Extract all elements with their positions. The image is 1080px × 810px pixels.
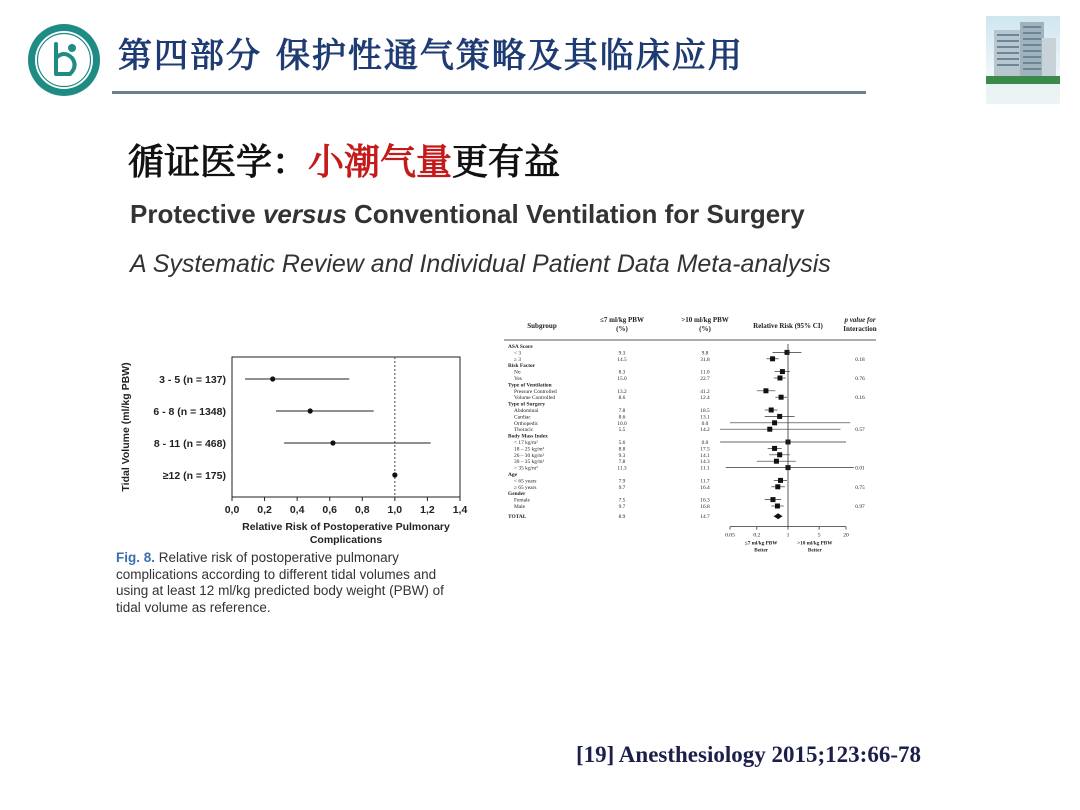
forest-value-high: 12.4 xyxy=(700,395,710,402)
forest-value-low: 9.3 xyxy=(618,350,626,357)
forest-value-high: 14.1 xyxy=(700,452,710,459)
forest-value-high: 41.2 xyxy=(700,388,710,395)
forest-header: (%) xyxy=(616,325,628,333)
paper-title-versus: versus xyxy=(262,199,347,229)
forest-subgroup-label: Cardiac xyxy=(514,414,531,421)
fig8-xtick-label: 1,4 xyxy=(452,504,468,516)
forest-header: ≤7 ml/kg PBW xyxy=(600,316,644,324)
forest-point xyxy=(777,452,782,457)
forest-p-value: 0.57 xyxy=(855,427,865,434)
forest-subgroup-label: Orthopedic xyxy=(514,420,539,427)
figure-caption-text: Relative risk of postoperative pulmonary complications according to different tidal volumes and using at least 12 ml/kg predicted body weight (PBW) of tidal volume as reference. xyxy=(116,550,444,615)
forest-value-low: 5.5 xyxy=(618,427,626,434)
forest-value-high: 11.1 xyxy=(700,465,710,472)
forest-header: Relative Risk (95% CI) xyxy=(753,322,823,330)
forest-xtick-label: 0.2 xyxy=(753,532,761,539)
fig8-row-label: 3 - 5 (n = 137) xyxy=(159,374,226,386)
forest-value-high: 0.0 xyxy=(701,440,709,446)
forest-group-header: ASA Score xyxy=(508,344,533,350)
forest-point xyxy=(774,459,779,464)
forest-subgroup-label: > 35 kg/m² xyxy=(514,465,538,472)
forest-subgroup-label: No xyxy=(514,369,521,376)
forest-point xyxy=(779,395,784,400)
forest-subgroup-label: Thoracic xyxy=(514,427,534,434)
forest-value-high: 16.3 xyxy=(700,497,710,504)
forest-subgroup-label: ≥ 65 years xyxy=(514,484,537,491)
forest-group-header: Type of Surgery xyxy=(508,401,546,408)
forest-group-header: Body Mass Index xyxy=(508,433,548,440)
forest-value-low: 7.5 xyxy=(618,497,626,504)
forest-xtick-label: 20 xyxy=(843,532,849,539)
forest-point xyxy=(777,414,782,419)
forest-point xyxy=(763,388,768,393)
forest-right-favours: >10 ml/kg PBW xyxy=(797,540,833,547)
forest-value-low: 9.7 xyxy=(618,484,626,491)
fig8-xlabel-line2: Complications xyxy=(309,534,383,546)
forest-subgroup-label: 30 – 35 kg/m² xyxy=(514,459,545,466)
forest-value-low: 8.6 xyxy=(618,395,626,402)
evidence-heading-highlight: 小潮气量 xyxy=(308,141,453,183)
forest-header: >10 ml/kg PBW xyxy=(681,316,729,324)
subgroup-forest-plot xyxy=(500,312,880,674)
fig8-row-label: 6 - 8 (n = 1348) xyxy=(153,406,226,418)
forest-subgroup-label: ≥ 3 xyxy=(514,356,522,363)
forest-p-value: 0.76 xyxy=(855,376,865,382)
forest-subgroup-label: 18 – 25 kg/m² xyxy=(514,446,545,453)
forest-subgroup-label: Pressure Controlled xyxy=(514,388,557,395)
fig8-point xyxy=(392,472,397,477)
forest-value-high: 14.2 xyxy=(700,427,710,434)
fig8-xtick-label: 0,0 xyxy=(224,504,240,516)
forest-xtick-label: 5 xyxy=(817,532,821,539)
paper-subtitle: A Systematic Review and Individual Patient Data Meta-analysis xyxy=(130,250,831,278)
evidence-heading-prefix: 循证医学： xyxy=(128,141,309,183)
forest-value-high: 14.7 xyxy=(700,514,710,521)
forest-group-header: Gender xyxy=(508,491,526,498)
forest-left-favours: Better xyxy=(754,547,769,554)
hospital-building-image xyxy=(986,16,1060,104)
header-divider xyxy=(112,91,866,94)
forest-value-high: 11.7 xyxy=(700,478,710,485)
paper-title-part-c: Conventional Ventilation for Surgery xyxy=(346,199,805,229)
fig8-xtick-label: 0,6 xyxy=(322,504,338,516)
fig8-xtick-label: 1,2 xyxy=(420,504,435,516)
forest-value-low: 13.2 xyxy=(617,388,627,395)
forest-value-low: 11.3 xyxy=(617,465,627,472)
forest-point xyxy=(775,504,780,509)
forest-xtick-label: 0.05 xyxy=(725,532,735,539)
forest-value-low: 7.8 xyxy=(618,459,626,466)
forest-value-low: 8.6 xyxy=(618,414,626,421)
forest-total-diamond xyxy=(774,513,783,519)
forest-value-high: 16.8 xyxy=(700,504,710,510)
forest-value-low: 14.5 xyxy=(617,356,627,363)
forest-value-low: 10.0 xyxy=(617,420,627,427)
forest-value-low: 8.9 xyxy=(618,514,626,521)
forest-right-favours: Better xyxy=(807,547,822,554)
forest-point xyxy=(772,420,777,425)
forest-group-header: Risk Factor xyxy=(508,363,536,370)
forest-value-high: 13.1 xyxy=(700,414,710,421)
figure-label: Fig. 8. xyxy=(116,550,156,565)
fig8-ylabel: Tidal Volume (ml/kg PBW) xyxy=(120,362,132,492)
forest-subgroup-label: 26 – 30 kg/m² xyxy=(514,452,545,459)
university-logo xyxy=(26,22,102,98)
paper-title xyxy=(130,199,805,230)
forest-value-low: 7.8 xyxy=(618,408,626,414)
forest-point xyxy=(777,376,782,381)
forest-p-value: 0.97 xyxy=(855,504,865,510)
forest-p-value: 0.16 xyxy=(855,395,865,402)
evidence-heading xyxy=(128,134,560,185)
forest-point xyxy=(772,446,777,451)
citation: [19] Anesthesiology 2015;123:66-78 xyxy=(576,742,921,767)
paper-title-part-a: Protective xyxy=(130,199,263,229)
fig8-xtick-label: 0,4 xyxy=(289,504,305,516)
forest-value-high: 11.0 xyxy=(700,369,710,376)
fig8-xtick-label: 0,2 xyxy=(257,504,272,516)
fig8-xtick-label: 0,8 xyxy=(354,504,370,516)
forest-point xyxy=(778,478,783,483)
forest-value-low: 9.3 xyxy=(618,452,626,459)
forest-p-value: 0.75 xyxy=(855,484,865,491)
forest-subgroup-label: Female xyxy=(514,497,530,504)
fig8-xlabel: Relative Risk of Postoperative Pulmonary xyxy=(242,521,450,533)
fig8-row-label: 8 - 11 (n = 468) xyxy=(153,438,226,450)
forest-subgroup-label: Yes xyxy=(514,376,522,382)
forest-point xyxy=(767,427,772,432)
fig8-point xyxy=(330,440,335,445)
forest-value-low: 8.8 xyxy=(618,446,626,453)
forest-header: Interaction xyxy=(843,325,877,333)
forest-header: p value for xyxy=(844,316,876,324)
forest-subgroup-label: < 65 years xyxy=(514,478,537,485)
fig8-xtick-label: 1,0 xyxy=(387,504,403,516)
forest-value-high: 14.3 xyxy=(700,459,710,466)
forest-value-low: 8.3 xyxy=(618,369,626,376)
forest-header: Subgroup xyxy=(527,322,557,330)
forest-subgroup-label: < 17 kg/m² xyxy=(514,440,538,446)
forest-value-high: 16.4 xyxy=(700,484,710,491)
forest-point xyxy=(769,408,774,413)
forest-point xyxy=(775,484,780,489)
forest-xtick-label: 1 xyxy=(786,532,790,539)
tidal-volume-rr-chart xyxy=(116,343,476,553)
forest-subgroup-label: < 3 xyxy=(514,350,522,357)
forest-p-value: 0.18 xyxy=(855,356,865,363)
fig8-row-label: ≥12 (n = 175) xyxy=(162,470,226,482)
forest-value-high: 22.7 xyxy=(700,376,710,382)
forest-point xyxy=(770,356,775,361)
fig8-point xyxy=(308,408,313,413)
forest-value-high: 18.5 xyxy=(700,408,710,414)
forest-group-header: Type of Ventilation xyxy=(508,382,552,389)
forest-value-low: 7.9 xyxy=(618,478,626,485)
section-title: 第四部分 保护性通气策略及其临床应用 xyxy=(118,36,744,76)
forest-header: (%) xyxy=(699,325,711,333)
forest-value-low: 15.0 xyxy=(617,376,627,382)
forest-subgroup-label: Abdominal xyxy=(514,408,539,414)
fig8-point xyxy=(270,376,275,381)
figure-caption xyxy=(116,550,472,616)
forest-subgroup-label: TOTAL xyxy=(508,514,527,521)
forest-group-header: Age xyxy=(508,472,517,478)
evidence-heading-suffix: 更有益 xyxy=(452,141,561,183)
forest-value-high: 0.0 xyxy=(701,420,709,427)
forest-value-low: 5.6 xyxy=(618,440,626,446)
forest-point xyxy=(770,497,775,502)
forest-value-low: 9.7 xyxy=(618,504,626,510)
forest-point xyxy=(780,369,785,374)
forest-left-favours: ≤7 ml/kg PBW xyxy=(744,540,778,547)
forest-value-high: 17.5 xyxy=(700,446,710,453)
forest-subgroup-label: Male xyxy=(514,504,526,510)
forest-point xyxy=(785,350,790,355)
forest-value-high: 31.8 xyxy=(700,356,710,363)
forest-subgroup-label: Volume Controlled xyxy=(514,395,556,402)
forest-p-value: 0.01 xyxy=(855,465,865,472)
forest-value-high: 9.8 xyxy=(701,350,709,357)
